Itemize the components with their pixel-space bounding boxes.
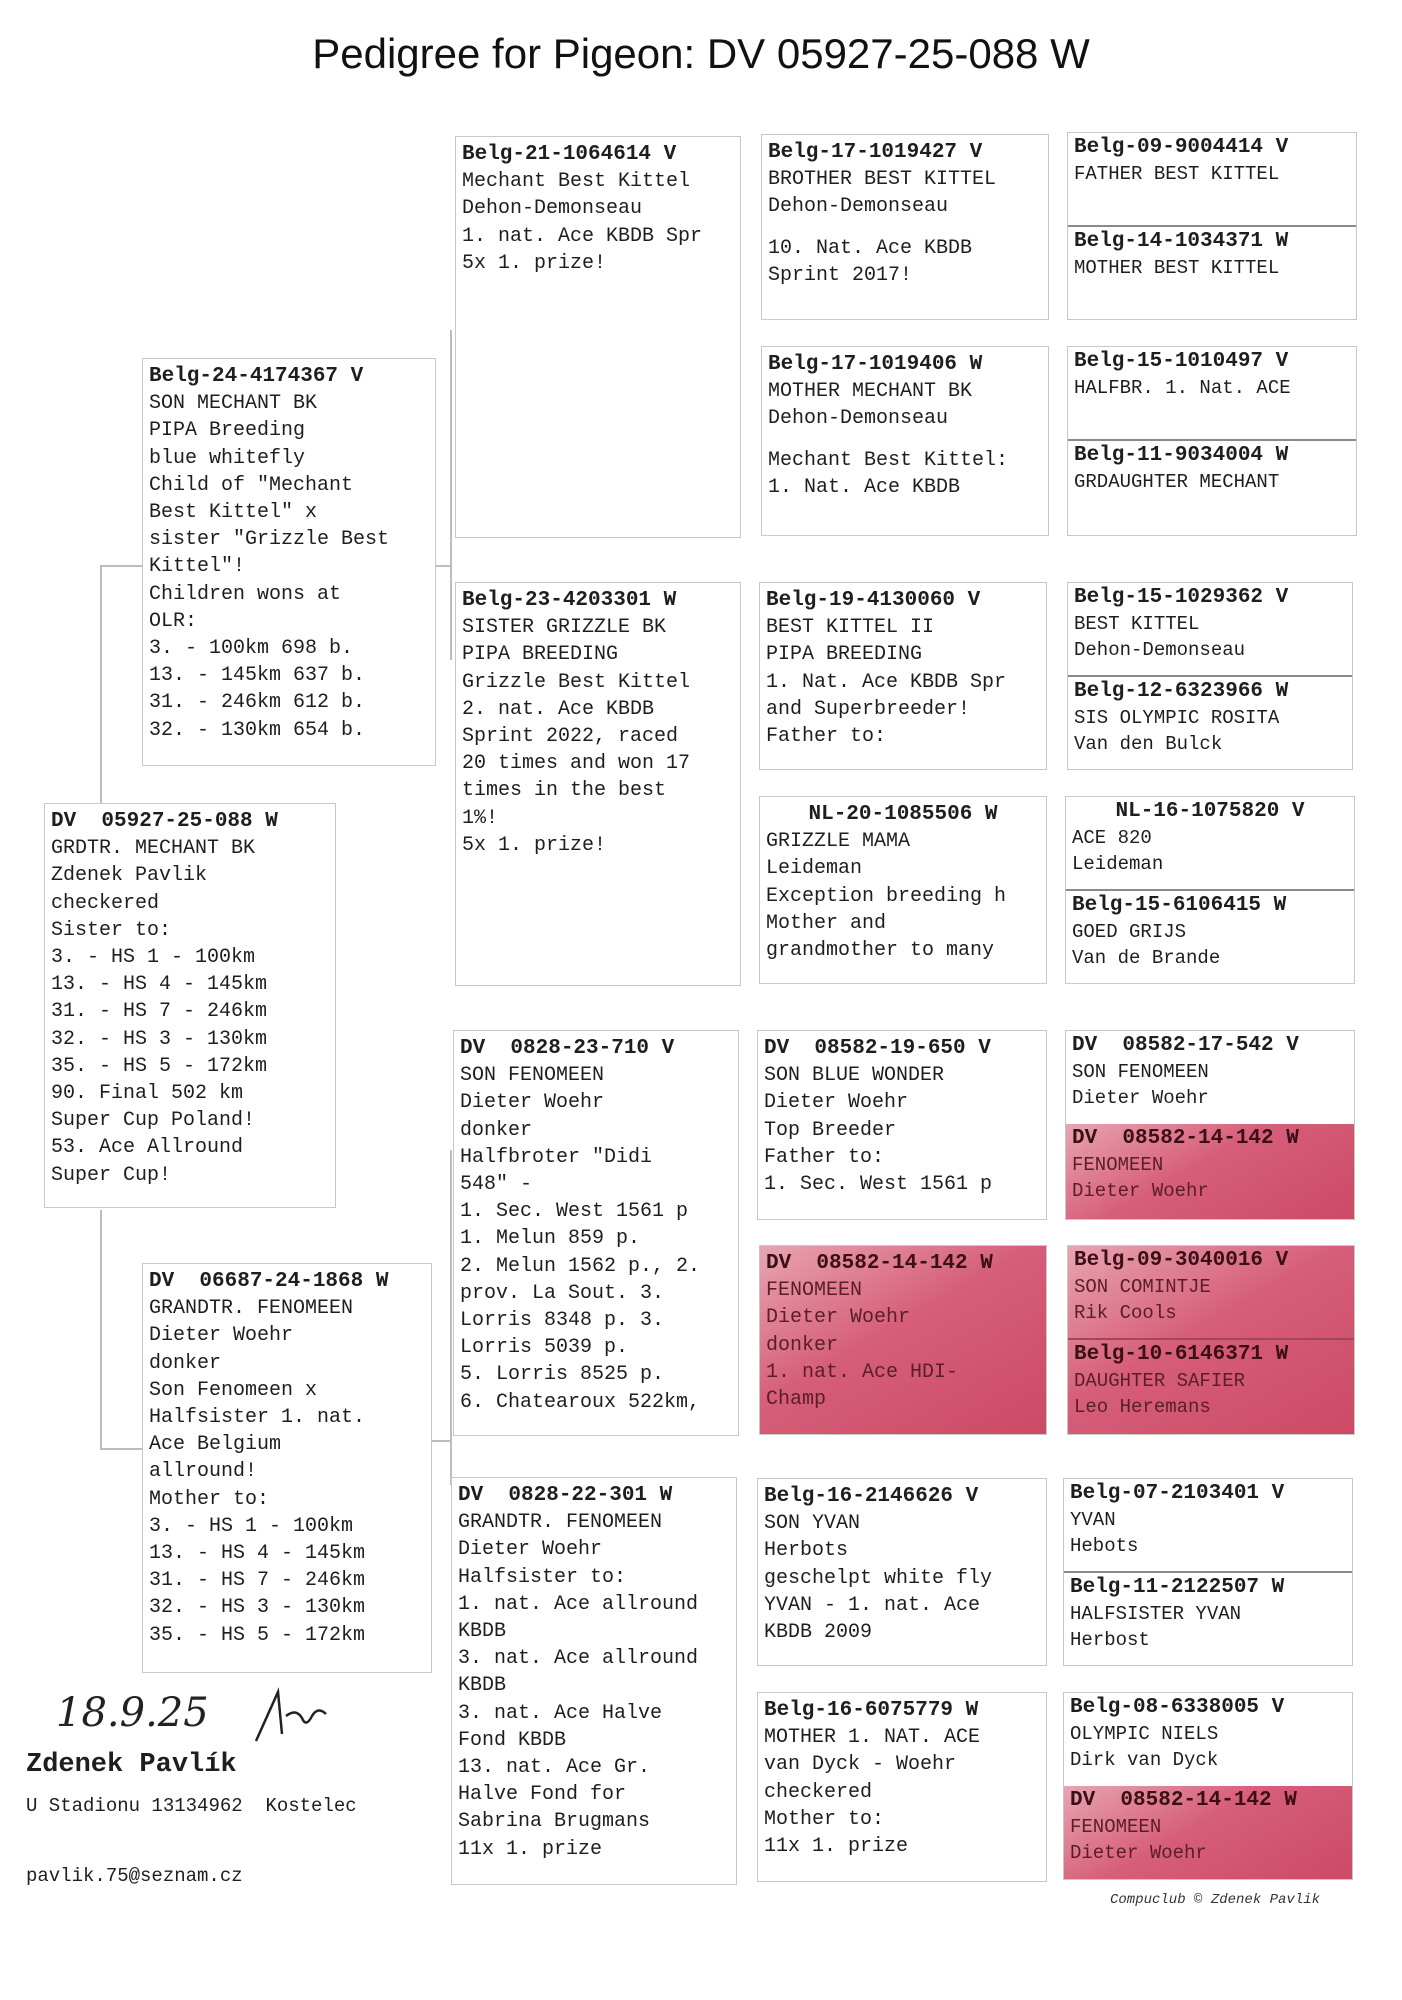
connector-line (100, 1448, 146, 1450)
ring-number: DV 0828-23-710 V (460, 1037, 675, 1060)
fff-card: Belg-17-1019427 V BROTHER BEST KITTEL Dehon-Demonseau 10. Nat. Ace KBDB Sprint 2017! (761, 134, 1049, 320)
fmf-card: Belg-19-4130060 V BEST KITTEL II PIPA BREEDING 1. Nat. Ace KBDB Spr and Superbreeder! Father to: (759, 582, 1047, 770)
connector-line (100, 565, 146, 567)
g5-pair: DV 08582-17-542 V SON FENOMEEN Dieter Woehr DV 08582-14-142 W FENOMEEN Dieter Woehr (1065, 1030, 1355, 1220)
ffm-card: Belg-17-1019406 W MOTHER MECHANT BK Dehon-Demonseau Mechant Best Kittel: 1. Nat. Ace KBDB (761, 346, 1049, 536)
page-title: Pedigree for Pigeon: DV 05927-25-088 W (312, 30, 1090, 77)
ring-number: DV 08582-17-542 V (1072, 1034, 1299, 1057)
connector-line (430, 1440, 452, 1442)
fm-card: Belg-23-4203301 W SISTER GRIZZLE BK PIPA BREEDING Grizzle Best Kittel 2. nat. Ace KBDB Sprint 2022, raced 20 times and won 17 times in the best 1%! 5x 1. prize! (455, 582, 741, 986)
ring-number: Belg-09-9004414 V (1074, 136, 1289, 159)
ring-number: DV 08582-14-142 W (1070, 1789, 1297, 1812)
subject-card: DV 05927-25-088 W GRDTR. MECHANT BK Zdenek Pavlik checkered Sister to: 3. - HS 1 - 100km 13. - HS 4 - 145km 31. - HS 7 - 246km 32. - HS 3 - 130km 35. - HS 5 - 172km 90. Final 502 km Super Cup Poland! 53. Ace Allround Super Cup! (44, 803, 336, 1208)
connector-line (436, 565, 452, 567)
ring-number: Belg-12-6323966 W (1074, 680, 1289, 703)
ring-number: Belg-08-6338005 V (1070, 1696, 1285, 1719)
g5-pair: NL-16-1075820 V ACE 820 Leideman Belg-15-6106415 W GOED GRIJS Van de Brande (1065, 796, 1355, 984)
mfm-card: DV 08582-14-142 W FENOMEEN Dieter Woehr donker 1. nat. Ace HDI- Champ (759, 1245, 1047, 1435)
g5-pair: Belg-15-1029362 V BEST KITTEL Dehon-Demonseau Belg-12-6323966 W SIS OLYMPIC ROSITA Van den Bulck (1067, 582, 1353, 770)
ff-card: Belg-21-1064614 V Mechant Best Kittel Dehon-Demonseau 1. nat. Ace KBDB Spr 5x 1. prize! (455, 136, 741, 538)
ring-number: Belg-24-4174367 V (149, 365, 364, 388)
ring-number: Belg-23-4203301 W (462, 589, 677, 612)
ring-number: DV 05927-25-088 W (51, 810, 278, 833)
mother-card: DV 06687-24-1868 W GRANDTR. FENOMEEN Dieter Woehr donker Son Fenomeen x Halfsister 1. nat. Ace Belgium allround! Mother to: 3. - HS 1 - 100km 13. - HS 4 - 145km 31. - HS 7 - 246km 32. - HS 3 - 130km 35. - HS 5 - 172km (142, 1263, 432, 1673)
mmf-card: Belg-16-2146626 V SON YVAN Herbots geschelpt white fly YVAN - 1. nat. Ace KBDB 2009 (757, 1478, 1047, 1666)
connector-line (100, 565, 102, 810)
mff-card: DV 08582-19-650 V SON BLUE WONDER Dieter Woehr Top Breeder Father to: 1. Sec. West 1561 p (757, 1030, 1047, 1220)
mm-card: DV 0828-22-301 W GRANDTR. FENOMEEN Dieter Woehr Halfsister to: 1. nat. Ace allround KBDB 3. nat. Ace allround KBDB 3. nat. Ace Halve Fond KBDB 13. nat. Ace Gr. Halve Fond for Sabrina Brugmans 11x 1. prize (451, 1477, 737, 1885)
g5-pair: Belg-07-2103401 V YVAN Hebots Belg-11-2122507 W HALFSISTER YVAN Herbost (1063, 1478, 1353, 1666)
g5-pair: Belg-09-3040016 V SON COMINTJE Rik Cools Belg-10-6146371 W DAUGHTER SAFIER Leo Heremans (1067, 1245, 1355, 1435)
g5-pair: Belg-09-9004414 V FATHER BEST KITTEL Belg-14-1034371 W MOTHER BEST KITTEL (1067, 132, 1357, 320)
ring-number: NL-20-1085506 W (808, 803, 998, 826)
footer-credit: Compuclub © Zdenek Pavlik (1110, 1892, 1321, 1908)
ring-number: Belg-15-6106415 W (1072, 894, 1287, 917)
connector-line (450, 330, 452, 660)
ring-number: Belg-11-2122507 W (1070, 1576, 1285, 1599)
ring-number: Belg-14-1034371 W (1074, 230, 1289, 253)
ring-number: Belg-16-6075779 W (764, 1699, 979, 1722)
mmm-card: Belg-16-6075779 W MOTHER 1. NAT. ACE van Dyck - Woehr checkered Mother to: 11x 1. prize (757, 1692, 1047, 1882)
ring-number: Belg-11-9034004 W (1074, 444, 1289, 467)
ring-number: Belg-09-3040016 V (1074, 1249, 1289, 1272)
ring-number: Belg-07-2103401 V (1070, 1482, 1285, 1505)
ring-number: DV 0828-22-301 W (458, 1484, 673, 1507)
ring-number: Belg-16-2146626 V (764, 1485, 979, 1508)
ring-number: DV 08582-14-142 W (1072, 1127, 1299, 1150)
ring-number: Belg-10-6146371 W (1074, 1343, 1289, 1366)
ring-number: DV 08582-19-650 V (764, 1037, 991, 1060)
owner-name: Zdenek Pavlík (26, 1750, 237, 1780)
ring-number: DV 08582-14-142 W (766, 1252, 993, 1275)
handwritten-signature: 18.9.25 (56, 1690, 209, 1736)
ring-number: DV 06687-24-1868 W (149, 1270, 389, 1293)
fmm-card: NL-20-1085506 W GRIZZLE MAMA Leideman Exception breeding h Mother and grandmother to many (759, 796, 1047, 984)
ring-number: Belg-21-1064614 V (462, 143, 677, 166)
g5-pair: Belg-15-1010497 V HALFBR. 1. Nat. ACE Belg-11-9034004 W GRDAUGHTER MECHANT (1067, 346, 1357, 536)
ring-number: Belg-15-1010497 V (1074, 350, 1289, 373)
ring-number: Belg-19-4130060 V (766, 589, 981, 612)
owner-address: U Stadionu 13134962 Kostelec (26, 1795, 357, 1817)
ring-number: Belg-17-1019427 V (768, 141, 983, 164)
ring-number: Belg-15-1029362 V (1074, 586, 1289, 609)
signature-scribble-icon (246, 1686, 336, 1746)
father-card: Belg-24-4174367 V SON MECHANT BK PIPA Breeding blue whitefly Child of "Mechant Best Kittel" x sister "Grizzle Best Kittel"! Children wons at OLR: 3. - 100km 698 b. 13. - 145km 637 b. 31. - 246km 612 b. 32. - 130km 654 b. (142, 358, 436, 766)
connector-line (100, 1210, 102, 1450)
ring-number: Belg-17-1019406 W (768, 353, 983, 376)
connector-line (450, 1150, 452, 1485)
g5-pair: Belg-08-6338005 V OLYMPIC NIELS Dirk van Dyck DV 08582-14-142 W FENOMEEN Dieter Woehr (1063, 1692, 1353, 1880)
mf-card: DV 0828-23-710 V SON FENOMEEN Dieter Woehr donker Halfbroter "Didi 548" - 1. Sec. West 1561 p 1. Melun 859 p. 2. Melun 1562 p., 2. prov. La Sout. 3. Lorris 8348 p. 3. Lorris 5039 p. 5. Lorris 8525 p. 6. Chatearoux 522km, (453, 1030, 739, 1436)
ring-number: NL-16-1075820 V (1115, 800, 1305, 823)
owner-email[interactable]: pavlik.75@seznam.cz (26, 1865, 243, 1887)
